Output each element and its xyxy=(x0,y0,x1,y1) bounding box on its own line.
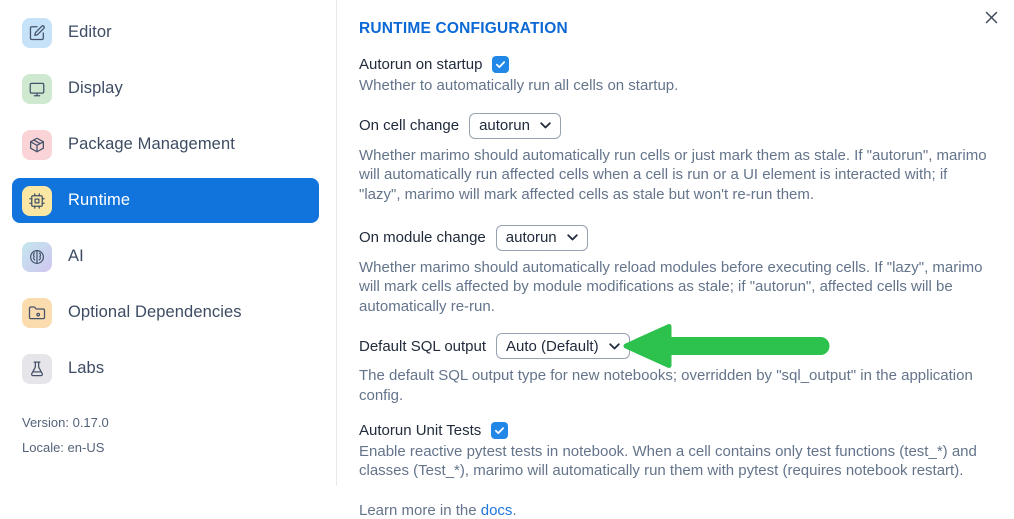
sidebar-item-label: Optional Dependencies xyxy=(68,303,242,321)
learn-more-suffix: . xyxy=(512,502,517,519)
chevron-down-icon xyxy=(540,122,551,129)
check-icon xyxy=(495,59,506,70)
sidebar-item-display[interactable] xyxy=(12,66,319,111)
setting-on-module-change xyxy=(359,225,990,251)
page-title: RUNTIME CONFIGURATION xyxy=(359,20,568,37)
brain-icon xyxy=(22,242,52,272)
green-arrow-annotation xyxy=(622,323,834,369)
setting-description: Whether marimo should automatically reload modules before executing cells. If "lazy", marimo will mark cells affected by module modifications as stale; if "autorun", affected cells will be automatically re-run. xyxy=(359,258,983,315)
settings-sidebar xyxy=(0,0,337,486)
flask-icon xyxy=(22,354,52,384)
select-value: autorun xyxy=(505,229,557,247)
chevron-down-icon xyxy=(609,343,620,350)
setting-label: Autorun on startup xyxy=(359,56,483,73)
sidebar-item-optional-dependencies[interactable] xyxy=(12,290,319,335)
sidebar-item-label: Labs xyxy=(68,359,105,377)
sidebar-item-editor[interactable] xyxy=(12,10,319,55)
setting-default-sql-output xyxy=(359,333,990,359)
sidebar-item-labs[interactable] xyxy=(12,346,319,391)
setting-label: On cell change xyxy=(359,117,460,135)
package-icon xyxy=(22,130,52,160)
docs-link[interactable]: docs xyxy=(480,502,513,519)
select-value: Auto (Default) xyxy=(506,337,599,355)
sidebar-item-label: Editor xyxy=(68,23,112,41)
setting-label: Default SQL output xyxy=(359,337,487,355)
learn-more-line xyxy=(359,502,990,519)
monitor-icon xyxy=(22,74,52,104)
autorun-on-startup-checkbox[interactable] xyxy=(492,56,509,73)
sidebar-item-label: Runtime xyxy=(68,191,131,209)
sidebar-item-runtime[interactable] xyxy=(12,178,319,223)
setting-description: Whether to automatically run all cells on startup. xyxy=(359,77,679,94)
setting-label: Autorun Unit Tests xyxy=(359,421,482,439)
sidebar-item-label: Package Management xyxy=(68,135,235,153)
check-icon xyxy=(494,425,505,436)
autorun-unit-tests-checkbox[interactable] xyxy=(491,422,508,439)
runtime-configuration-panel xyxy=(337,0,1014,519)
version-text: Version: 0.17.0 xyxy=(22,415,109,430)
sidebar-item-label: AI xyxy=(68,247,84,265)
default-sql-output-select[interactable] xyxy=(496,333,630,359)
folder-dot-icon xyxy=(22,298,52,328)
on-cell-change-select[interactable] xyxy=(469,113,561,139)
learn-more-prefix: Learn more in the xyxy=(359,502,481,519)
setting-description: The default SQL output type for new notebooks; overridden by "sql_output" in the application config. xyxy=(359,367,973,405)
setting-description: Enable reactive pytest tests in notebook. When a cell contains only test functions (test_*) and classes (Test_*), marimo will automatically run them with pytest (requires notebook restart). xyxy=(359,442,977,480)
sidebar-item-ai[interactable] xyxy=(12,234,319,279)
sidebar-item-label: Display xyxy=(68,79,123,97)
setting-on-cell-change xyxy=(359,113,990,139)
locale-text: Locale: en-US xyxy=(22,439,105,455)
close-icon[interactable] xyxy=(980,6,1002,28)
on-module-change-select[interactable] xyxy=(496,225,588,251)
sidebar-item-package-management[interactable] xyxy=(12,122,319,167)
square-pen-icon xyxy=(22,18,52,48)
select-value: autorun xyxy=(479,117,530,135)
setting-autorun-on-startup xyxy=(359,56,990,73)
setting-autorun-unit-tests xyxy=(359,422,990,439)
cpu-icon xyxy=(22,186,52,216)
setting-label: On module change xyxy=(359,229,486,247)
chevron-down-icon xyxy=(567,234,578,241)
setting-description: Whether marimo should automatically run cells or just mark them as stale. If "autorun", marimo will automatically run affected cells when a cell is run or a UI element is interacted with; if "lazy", marimo will mark affected cells as stale but won't re-run them. xyxy=(359,146,987,203)
